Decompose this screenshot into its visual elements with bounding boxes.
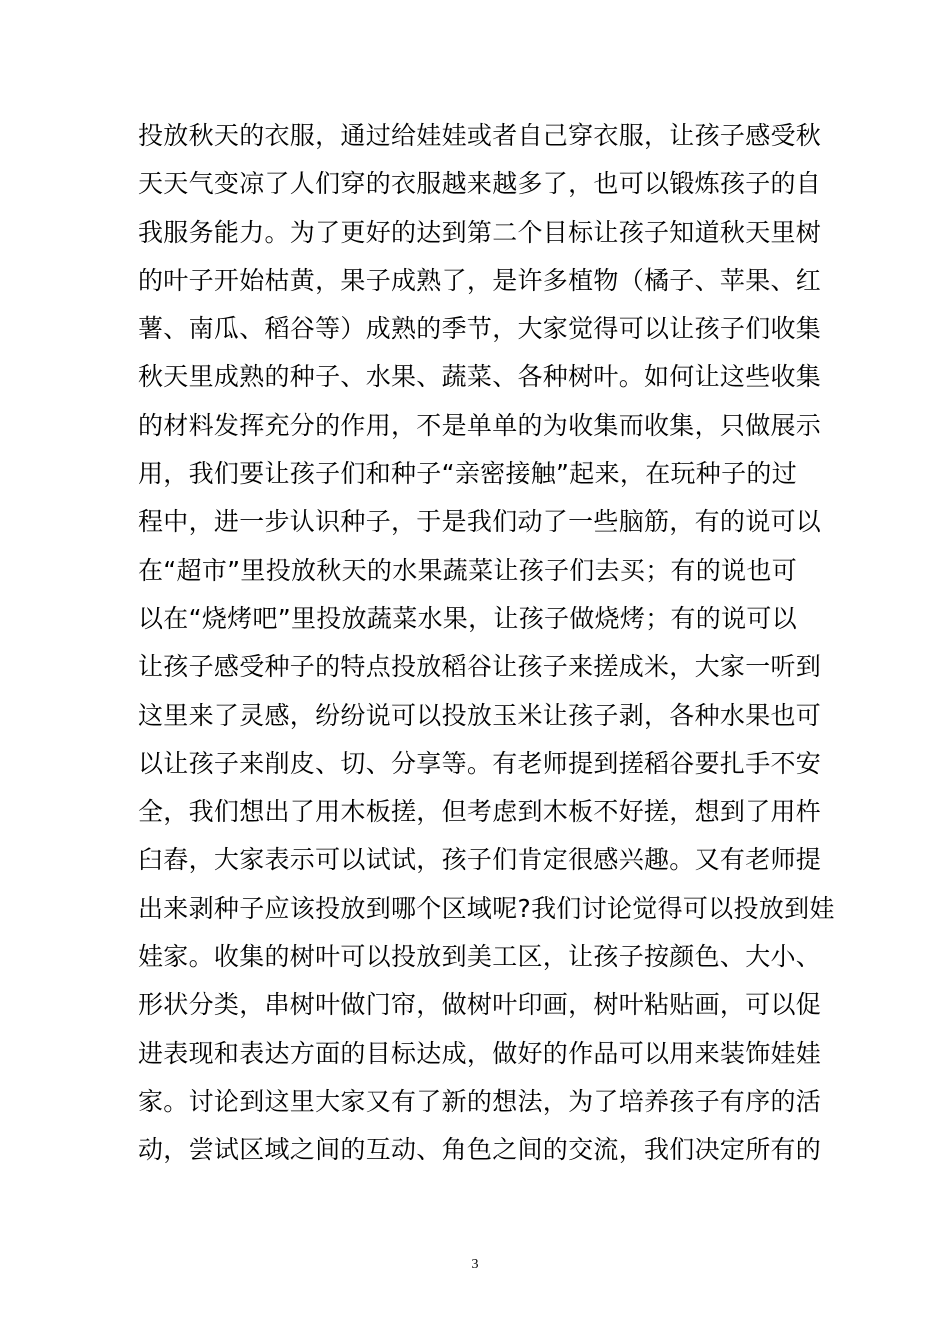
text-line: 以在“烧烤吧”里投放蔬菜水果，让孩子做烧烤；有的说可以 bbox=[138, 603, 798, 633]
text-line: 的材料发挥充分的作用，不是单单的为收集而收集，只做展示 bbox=[138, 410, 822, 440]
text-line: 以让孩子来削皮、切、分享等。有老师提到搓稻谷要扎手不安 bbox=[138, 748, 822, 778]
text-line: 这里来了灵感，纷纷说可以投放玉米让孩子剥，各种水果也可 bbox=[138, 700, 822, 730]
text-line: 让孩子感受种子的特点投放稻谷让孩子来搓成米，大家一听到 bbox=[138, 652, 822, 682]
text-line: 在“超市”里投放秋天的水果蔬菜让孩子们去买；有的说也可 bbox=[138, 555, 798, 585]
text-line: 家。讨论到这里大家又有了新的想法，为了培养孩子有序的活 bbox=[138, 1086, 822, 1116]
body-text bbox=[138, 112, 835, 1175]
text-line: 我服务能力。为了更好的达到第二个目标让孩子知道秋天里树 bbox=[138, 217, 822, 247]
text-line: 秋天里成熟的种子、水果、蔬菜、各种树叶。如何让这些收集 bbox=[138, 362, 822, 392]
text-line: 投放秋天的衣服，通过给娃娃或者自己穿衣服，让孩子感受秋 bbox=[138, 121, 822, 150]
text-line: 全，我们想出了用木板搓，但考虑到木板不好搓，想到了用杵 bbox=[138, 797, 822, 827]
text-line: 臼舂，大家表示可以试试，孩子们肯定很感兴趣。又有老师提 bbox=[138, 845, 822, 875]
text-line: 出来剥种子应该投放到哪个区域呢?我们讨论觉得可以投放到娃 bbox=[138, 893, 835, 923]
text-line: 动，尝试区域之间的互动、角色之间的交流，我们决定所有的 bbox=[138, 1135, 822, 1165]
text-line: 娃家。收集的树叶可以投放到美工区，让孩子按颜色、大小、 bbox=[138, 942, 822, 972]
text-line: 薯、南瓜、稻谷等）成熟的季节，大家觉得可以让孩子们收集 bbox=[138, 314, 822, 344]
text-line: 形状分类，串树叶做门帘，做树叶印画，树叶粘贴画，可以促 bbox=[138, 990, 822, 1020]
text-line: 的叶子开始枯黄，果子成熟了，是许多植物（橘子、苹果、红 bbox=[138, 265, 822, 295]
text-line: 天天气变凉了人们穿的衣服越来越多了，也可以锻炼孩子的自 bbox=[138, 169, 822, 199]
text-line: 程中，进一步认识种子，于是我们动了一些脑筋，有的说可以 bbox=[138, 507, 822, 537]
text-line: 用，我们要让孩子们和种子“亲密接触”起来，在玩种子的过 bbox=[138, 459, 798, 489]
text-line: 进表现和表达方面的目标达成，做好的作品可以用来装饰娃娃 bbox=[138, 1038, 822, 1068]
page-number: 3 bbox=[471, 1257, 479, 1272]
